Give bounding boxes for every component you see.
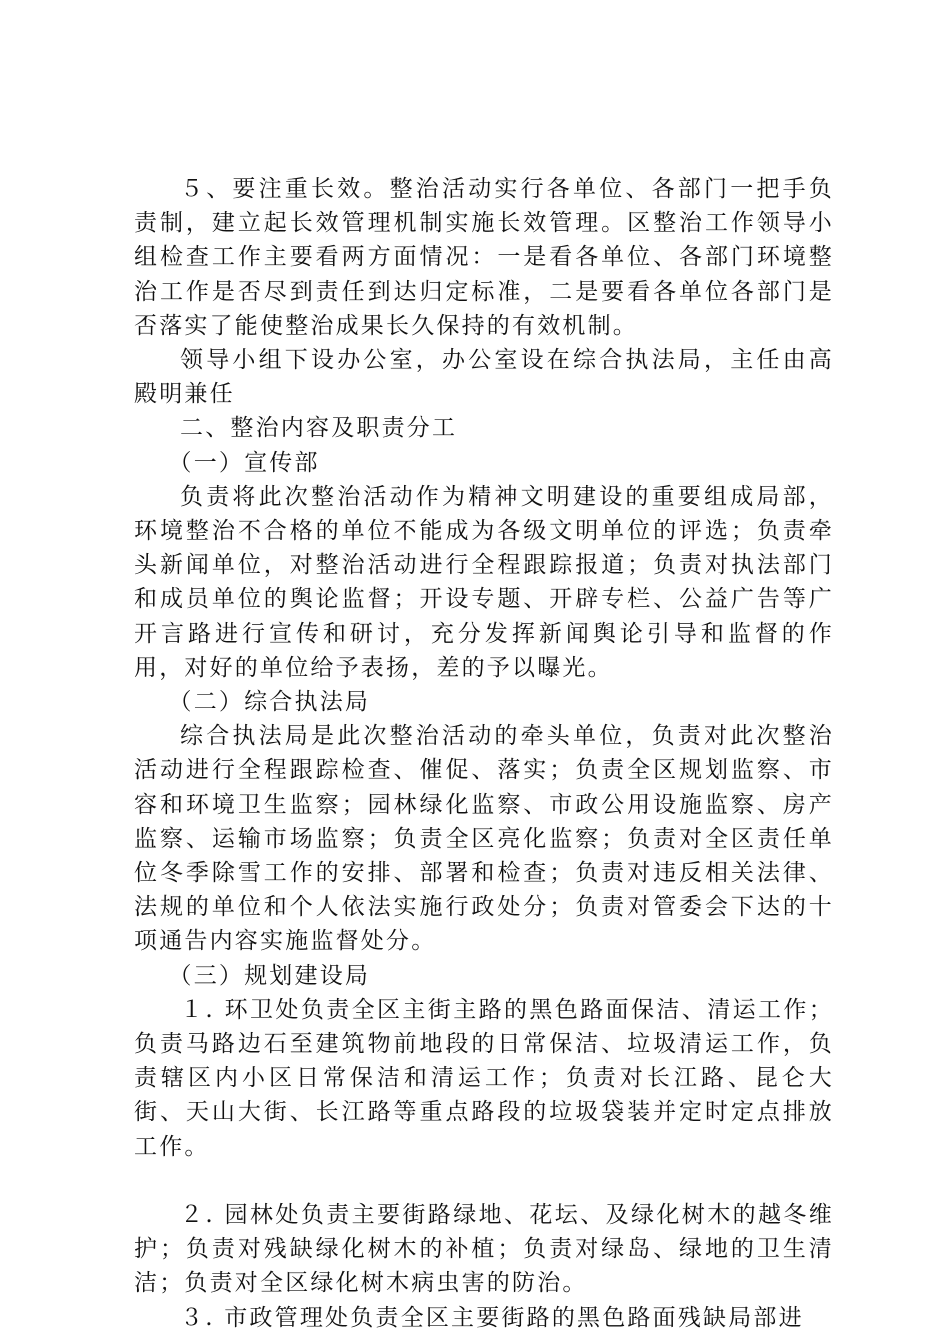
paragraph-landscaping-duties: ２. 园林处负责主要街路绿地、花坛、及绿化树木的越冬维护；负责对残缺绿化树木的补植；负责对绿岛、绿地的卫生清洁；负责对全区绿化树木病虫害的防治。 <box>134 1201 834 1297</box>
paragraph-municipal-duties: ３. 市政管理处负责全区主要街路的黑色路面残缺局部进 <box>180 1304 804 1331</box>
paragraph-propaganda-duties: 负责将此次整治活动作为精神文明建设的重要组成局部，环境整治不合格的单位不能成为各级文明单位的评选；负责牵头新闻单位，对整治活动进行全程跟踪报道；负责对执法部门和成员单位的舆论监督；开设专题、开辟专栏、公益广告等广开言路进行宣传和研讨，充分发挥新闻舆论引导和监督的作用，对好的单位给予表扬，差的予以曝光。 <box>134 483 834 681</box>
subheading-enforcement-bureau: （二）综合执法局 <box>168 689 371 716</box>
subheading-planning-bureau: （三）规划建设局 <box>168 962 371 989</box>
section-heading-duties: 二、整治内容及职责分工 <box>180 415 458 442</box>
document-body <box>134 172 834 1335</box>
subheading-propaganda-dept: （一）宣传部 <box>168 449 320 476</box>
paragraph-long-term-effect: ５、要注重长效。整治活动实行各单位、各部门一把手负责制，建立起长效管理机制实施长效管理。区整治工作领导小组检查工作主要看两方面情况：一是看各单位、各部门环境整治工作是否尽到责任到达归定标准，二是要看各单位各部门是否落实了能使整治成果长久保持的有效机制。 <box>134 176 834 339</box>
paragraph-sanitation-duties: １. 环卫处负责全区主街主路的黑色路面保洁、清运工作；负责马路边石至建筑物前地段的日常保洁、垃圾清运工作，负责辖区内小区日常保洁和清运工作；负责对长江路、昆仑大街、天山大街、长江路等重点路段的垃圾袋装并定时定点排放工作。 <box>134 996 834 1160</box>
paragraph-spacer <box>134 1164 834 1198</box>
paragraph-office-setup: 领导小组下设办公室，办公室设在综合执法局，主任由高殿明兼任 <box>134 347 834 408</box>
paragraph-enforcement-duties: 综合执法局是此次整治活动的牵头单位，负责对此次整治活动进行全程跟踪检查、催促、落实；负责全区规划监察、市容和环境卫生监察；园林绿化监察、市政公用设施监察、房产监察、运输市场监察；负责全区亮化监察；负责对全区责任单位冬季除雪工作的安排、部署和检查；负责对违反相关法律、法规的单位和个人依法实施行政处分；负责对管委会下达的十项通告内容实施监督处分。 <box>134 723 834 955</box>
